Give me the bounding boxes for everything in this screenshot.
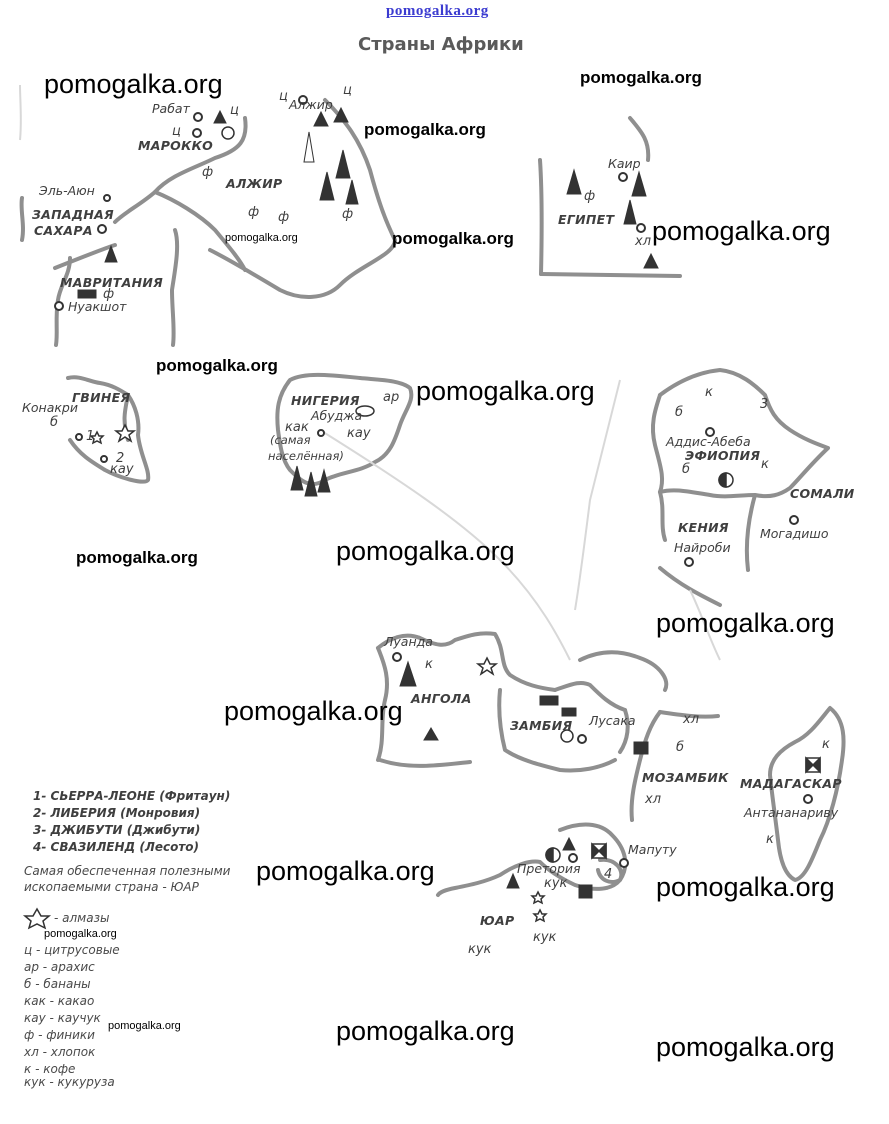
capital-icon <box>101 456 107 462</box>
number-3: 3 <box>760 397 769 412</box>
legend-numbered-item: 4- СВАЗИЛЕНД (Лесото) <box>33 840 200 854</box>
border-ethiopia-west <box>653 395 662 492</box>
capital-icon <box>804 795 812 803</box>
watermark: pomogalka.org <box>656 608 835 638</box>
coal-icon <box>540 696 558 705</box>
coal-icon <box>634 742 648 754</box>
crop-bananas: б <box>50 415 59 430</box>
legend-diamonds: - алмазы <box>54 911 110 925</box>
city-luanda: Луанда <box>384 634 433 649</box>
country-zambia: ЗАМБИЯ <box>510 718 573 733</box>
deposit-icon <box>400 662 416 686</box>
crop-dates: ф <box>278 210 290 225</box>
capital-markers <box>55 96 812 867</box>
legend-item: хл - хлопок <box>24 1045 96 1059</box>
capital-icon <box>55 302 63 310</box>
crop-coffee: к <box>822 737 830 752</box>
deposit-icon <box>632 172 646 196</box>
country-kenya: КЕНИЯ <box>678 520 729 535</box>
capital-icon <box>685 558 693 566</box>
capital-icon <box>98 225 106 233</box>
crop-cotton: хл <box>635 234 652 249</box>
crop-corn: кук <box>544 876 568 891</box>
border-top-swirl <box>580 652 666 690</box>
crop-coffee: к <box>425 657 433 672</box>
deposit-icon <box>314 112 328 126</box>
legend-item: ф - финики <box>24 1028 95 1042</box>
capital-icon <box>318 430 324 436</box>
crop-cotton: хл <box>683 712 700 727</box>
coal-icon <box>579 885 592 898</box>
crop-bananas: б <box>675 405 684 420</box>
border-mauritania <box>172 230 177 345</box>
legend-note: Самая обеспеченная полезными <box>24 864 231 878</box>
crop-citrus: ц <box>172 124 181 139</box>
deposit-icon <box>563 838 575 850</box>
crop-coffee: к <box>761 457 769 472</box>
crop-rubber: кау <box>110 462 134 477</box>
country-nigeria: НИГЕРИЯ <box>291 393 360 408</box>
border-algeria-south <box>155 192 245 270</box>
crop-corn: кук <box>533 930 557 945</box>
diamond-icon <box>478 658 496 674</box>
city-el-aaiun: Эль-Аюн <box>39 183 95 198</box>
number-2: 2 <box>116 451 125 466</box>
diamond-icon <box>532 892 544 903</box>
country-western-sahara: САХАРА <box>34 223 93 238</box>
capital-icon <box>637 224 645 232</box>
capital-icon <box>619 173 627 181</box>
crop-cotton: хл <box>645 792 662 807</box>
deposit-icon <box>567 170 581 194</box>
legend-item: кау - каучук <box>24 1011 101 1025</box>
city-conakry: Конакри <box>22 400 78 415</box>
border-egypt-west <box>540 160 542 274</box>
capital-icon <box>76 434 82 440</box>
country-morocco: МАРОККО <box>138 138 214 153</box>
border-kenya-east <box>747 495 755 570</box>
city-cairo: Каир <box>608 156 641 171</box>
border-south-africa <box>438 825 625 895</box>
country-mozambique: МОЗАМБИК <box>642 770 729 785</box>
watermark: pomogalka.org <box>76 548 198 567</box>
watermark: pomogalka.org <box>416 376 595 406</box>
nigeria-note: населённая) <box>268 449 344 463</box>
crop-coffee: к <box>705 385 713 400</box>
city-nouakchott: Нуакшот <box>68 299 127 314</box>
watermark: pomogalka.org <box>108 1020 181 1032</box>
deposit-icon <box>336 150 350 178</box>
city-algiers: Алжир <box>289 97 333 112</box>
border-egypt-south <box>541 274 680 276</box>
border-kenya <box>660 492 665 540</box>
crop-peanuts: ар <box>383 390 400 405</box>
crop-cocoa: как <box>285 420 309 435</box>
legend-item: ц - цитрусовые <box>24 943 120 957</box>
country-algeria: АЛЖИР <box>226 176 283 191</box>
capital-icon <box>578 735 586 743</box>
crop-bananas: б <box>676 740 685 755</box>
border-egypt-east <box>630 118 648 160</box>
city-lusaka: Лусака <box>589 713 636 728</box>
crop-rubber: кау <box>347 426 371 441</box>
country-western-sahara: ЗАПАДНАЯ <box>32 207 114 222</box>
diamond-icon <box>116 425 134 441</box>
capital-icon <box>620 859 628 867</box>
country-egypt: ЕГИПЕТ <box>558 212 615 227</box>
country-guinea: ГВИНЕЯ <box>72 390 131 405</box>
legend-note: ископаемыми страна - ЮАР <box>24 880 199 894</box>
watermark: pomogalka.org <box>44 928 117 940</box>
number-4: 4 <box>604 867 613 882</box>
city-mogadishu: Могадишо <box>760 526 829 541</box>
watermark: pomogalka.org <box>580 68 702 87</box>
watermark: pomogalka.org <box>652 216 831 246</box>
watermark: pomogalka.org <box>224 696 403 726</box>
country-angola: АНГОЛА <box>411 691 472 706</box>
watermark: pomogalka.org <box>225 232 298 244</box>
coal-icon <box>78 290 96 298</box>
deposit-icon <box>624 200 636 224</box>
watermark: pomogalka.org <box>44 69 223 99</box>
site-link[interactable]: pomogalka.org <box>386 3 489 19</box>
capital-icon <box>193 129 201 137</box>
uranium-icon <box>222 127 234 139</box>
border-zambia-north <box>555 683 625 710</box>
city-pretoria: Претория <box>517 861 581 876</box>
deposit-icon <box>320 172 334 200</box>
city-abuja: Абуджа <box>311 408 363 423</box>
legend-numbered-item: 1- СЬЕРРА-ЛЕОНЕ (Фритаун) <box>33 789 231 803</box>
watermark: pomogalka.org <box>336 1016 515 1046</box>
diamond-icon <box>25 909 49 928</box>
number-1: 1 <box>86 429 95 444</box>
crop-dates: ф <box>342 207 354 222</box>
border-kenya-south <box>660 568 720 605</box>
deposit-icon <box>214 111 226 123</box>
watermark: pomogalka.org <box>364 120 486 139</box>
country-south-africa: ЮАР <box>480 913 515 928</box>
capital-icon <box>104 195 110 201</box>
crop-citrus: ц <box>343 83 352 98</box>
legend-item: кук - кукуруза <box>24 1075 115 1089</box>
legend-item: б - бананы <box>24 977 91 991</box>
crop-citrus: ц <box>230 103 239 118</box>
crop-dates: ф <box>584 189 596 204</box>
crop-citrus: ц <box>279 89 288 104</box>
country-madagascar: МАДАГАСКАР <box>740 776 842 791</box>
country-ethiopia: ЭФИОПИЯ <box>685 448 761 463</box>
diamond-icon <box>534 910 546 921</box>
capital-icon <box>790 516 798 524</box>
watermark: pomogalka.org <box>156 356 278 375</box>
city-addis-ababa: Аддис-Абеба <box>666 434 751 449</box>
watermark: pomogalka.org <box>656 872 835 902</box>
crop-corn: кук <box>468 942 492 957</box>
deposit-icon <box>304 132 314 162</box>
watermark: pomogalka.org <box>656 1032 835 1062</box>
crop-coffee: к <box>766 832 774 847</box>
city-antananarivo: Антананариву <box>744 805 839 820</box>
city-nairobi: Найроби <box>674 540 731 555</box>
border-madagascar <box>770 708 844 880</box>
crop-dates: ф <box>103 287 115 302</box>
deposit-icon <box>507 874 519 888</box>
crop-dates: ф <box>248 205 260 220</box>
legend-numbered-item: 3- ДЖИБУТИ (Джибути) <box>33 823 201 837</box>
city-maputo: Мапуту <box>628 842 677 857</box>
watermark: pomogalka.org <box>336 536 515 566</box>
watermark: pomogalka.org <box>256 856 435 886</box>
crop-bananas: б <box>682 462 691 477</box>
border-sahara <box>22 198 23 240</box>
country-mauritania: МАВРИТАНИЯ <box>60 275 164 290</box>
crop-dates: ф <box>202 165 214 180</box>
deposit-icon <box>346 180 358 204</box>
page-title: Страны Африки <box>358 34 524 55</box>
nigeria-note: (самая <box>270 433 311 447</box>
watermark: pomogalka.org <box>392 229 514 248</box>
legend-item: как - какао <box>24 994 95 1008</box>
coal-icon <box>562 708 576 716</box>
city-rabat: Рабат <box>152 101 190 116</box>
border-mauritania-north <box>55 245 115 268</box>
country-somalia: СОМАЛИ <box>790 486 855 501</box>
legend-numbered-item: 2- ЛИБЕРИЯ (Монровия) <box>33 806 201 820</box>
deposit-icon <box>644 254 658 268</box>
legend-item: ар - арахис <box>24 960 95 974</box>
capital-icon <box>194 113 202 121</box>
legend-item: к - кофе <box>24 1062 76 1076</box>
deposit-icon <box>424 728 438 740</box>
capital-icon <box>393 653 401 661</box>
border-angola-south <box>380 760 470 766</box>
